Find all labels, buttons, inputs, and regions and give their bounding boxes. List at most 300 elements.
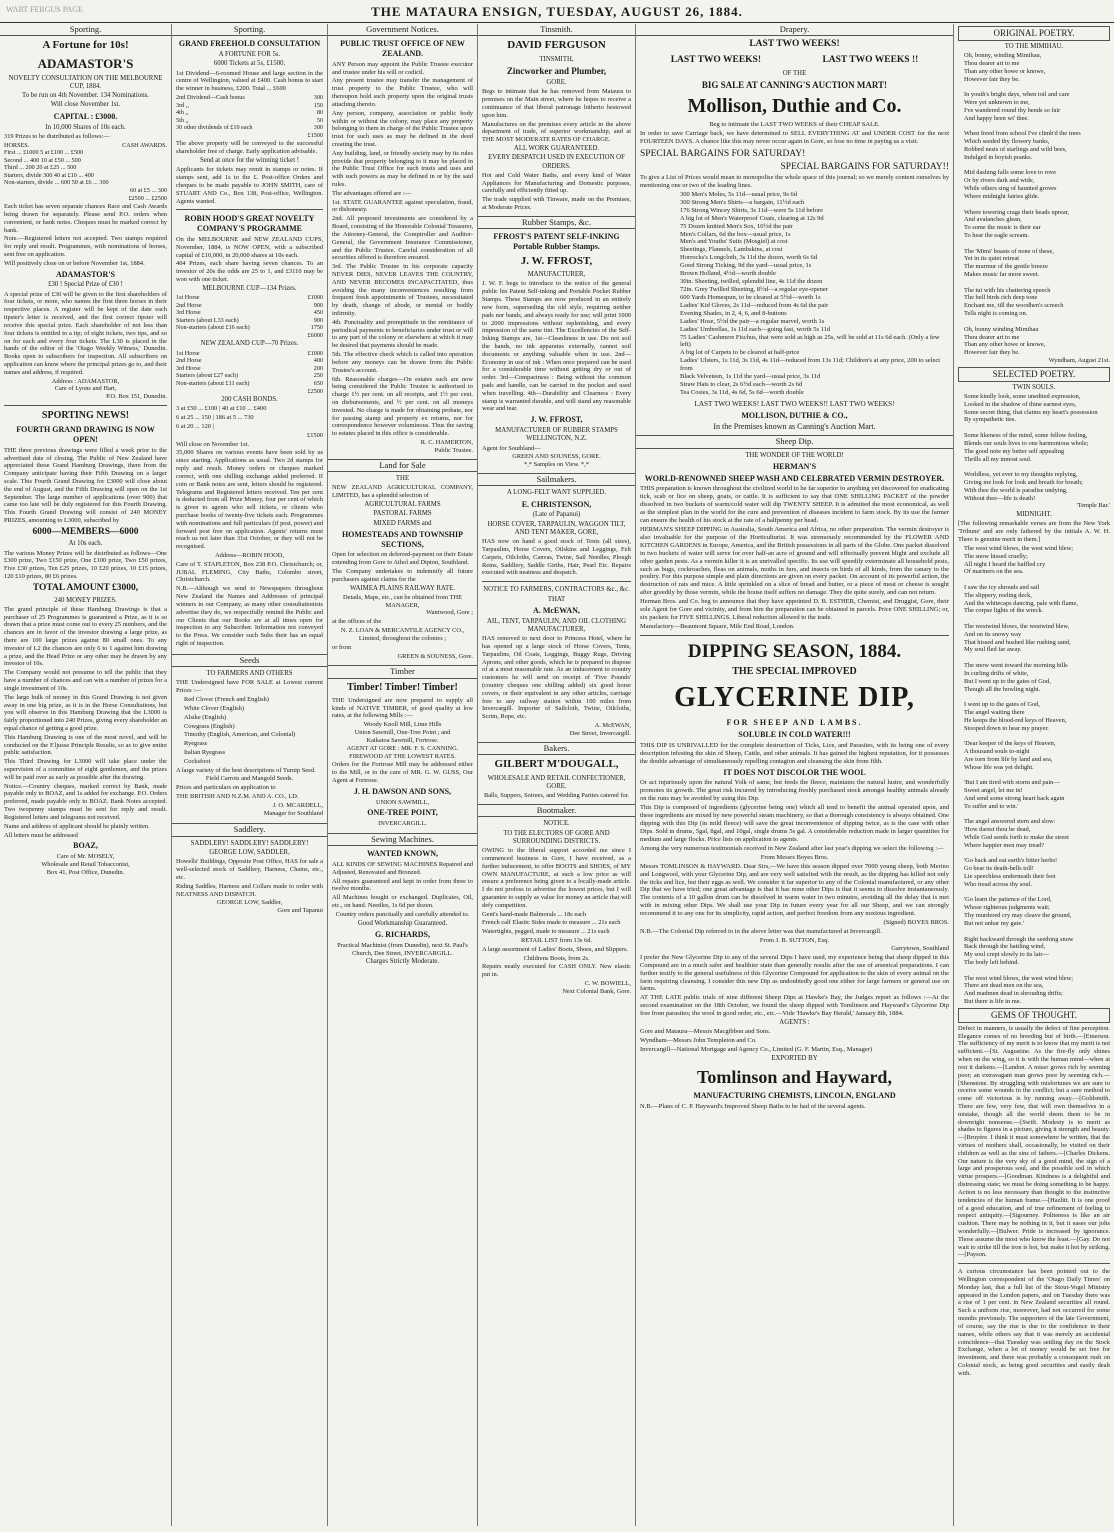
list-item: Union Sawmill, One-Tree Point ; and: [354, 729, 451, 737]
ad-text: ALL WORK GUARANTEED.: [513, 144, 600, 152]
ad-text: WAIMEA PLAINS RAILWAY RATE.: [349, 584, 456, 592]
sale-item: Black Velveteen, 1s 11d the yard—usual price, 3s 11d: [680, 373, 821, 381]
table-cell: 300: [313, 124, 323, 132]
ad-text: In order to save Carriage back, we have determined to SELL EVERYTHING AT and UNDER COST for the next FOURTEEN DAYS. A chance like this may never occur again in Gore, so lose no time in paying us a visit.: [640, 130, 949, 145]
ad-signature: MOLLISON, DUTHIE & CO.,: [741, 410, 848, 420]
ad-name: A. McEWAN,: [533, 605, 580, 615]
ad-signature: J. O. MCARDELL,: [272, 801, 323, 809]
ad-text: or from: [332, 643, 352, 651]
ad-special-prize: £30 ! Special Prize of £30 !: [48, 281, 123, 289]
poem-line: There are dead men on the sea,: [964, 982, 1044, 990]
sale-item: 176 Strong Wincey Shirts, 3s 11d—were 5s 11d before: [680, 206, 824, 214]
ad-signature: J. H. DAWSON AND SONS,: [353, 786, 452, 796]
list-item: Ryegrass: [184, 740, 208, 748]
ad-headline: PUBLIC TRUST OFFICE OF NEW ZEALAND.: [340, 39, 465, 59]
table-cell: 4th ,,: [176, 109, 189, 117]
ad-text: 1st Dividend—6-roomed House and large section in the centre of Wellington, valued at £400. Cash bonus to start the winner in business, £200. Total ... £600: [176, 69, 323, 93]
poem-line: He keeps the blood-red keys of Heaven,: [964, 716, 1067, 724]
ad-headline-row: [640, 53, 949, 69]
section-heading: Government Notices.: [328, 24, 477, 36]
bond-line: 6 at 20 ... 120 |: [176, 423, 214, 431]
poem-line: However fair they be.: [964, 75, 1020, 83]
ad-line: MIXED FARMS and: [373, 519, 432, 527]
ad-address: Box 41, Post Office, Dunedin.: [46, 868, 125, 876]
poem-line: 'Go learn the patience of the Lord,: [964, 896, 1052, 904]
table-cell: £6000: [307, 331, 323, 339]
ad-text: Notice.—Country cheques, marked correct by Bank, made payable only to BOAZ, and 1s added for exchange. P.O. Orders preferred, made payable only to BOAZ. Bank Notes accepted. Two twopenny stamps must be sent for reply and result. Registered letters and telegrams not received.: [4, 782, 167, 821]
poem-line: Some likeness of the mind, some fellow feeling,: [964, 432, 1088, 440]
poem-line: The west wind blows, the west wind blew;: [964, 544, 1073, 552]
ad-text: AIL, TENT, TARPAULIN, AND OIL CLOTHING MANUFACTURER,: [486, 617, 627, 633]
poem-line: Thrills all my inmost soul.: [964, 455, 1032, 463]
poem-line: [964, 850, 1110, 858]
sale-item: Evening Shades, in 2, 4, 6, and 8-buttons: [680, 309, 787, 317]
ad-text: HAS now on hand a good stock of Tents (all sizes), Tarpaulins, Horse Covers, Oilskins and Leggings, Felt Carpets, Oilcloths, Canvas, Twine, Sail Needles, Plough Reins, Saddlery, Saddle Girths, Hair, Pearl Etc. Repairs executed with neatness and despatch.: [482, 538, 631, 577]
poem-line: Some secret thing, that claims my heart's possession: [964, 408, 1098, 416]
ad-address: Wholesale and Retail Tobacconist,: [41, 860, 130, 868]
section-heading: Sheep Dip.: [636, 435, 953, 448]
ad-headline: LAST TWO WEEKS! LAST TWO WEEKS!! LAST TWO WEEKS!: [694, 399, 895, 408]
ad-text: 5th. The effective check which is called into operation before any moneys can be drawn from the Public Trustee's account.: [332, 351, 473, 374]
news-note: A curious circumstance has been pointed out to the Wellington correspondent of the 'Otago Daily Times' on Monday last, that a full list of the Stout-Vogel Ministry appeared in the London papers, and on Tuesday there was a rise of 1 per cent. in New Zealand securities all round. Such a uniform rise, moreover, had not occurred for some months previously. The supporters of the late Government, of course, say the rise is due to the confidence in their names, while others say that it was merely an accidental coincidence—that Tuesday was settling day on the Stock Exchange, when a lot of money would be set free for investment, and there was probably a consequent rush on Colonial stock, as being good securities and easily dealt with.: [958, 1268, 1110, 1377]
table-cell: Non-starters (about £16 each): [176, 324, 250, 332]
list-item: Cowgrass (English): [184, 722, 235, 730]
ad-text: Repairs neatly executed for CASH ONLY. New elastic put in.: [482, 963, 631, 979]
poem-line: All night I heard the baffled cry: [964, 560, 1046, 568]
prize-table: [4, 142, 167, 203]
ad-signature: Next Colonial Bank, Gore.: [562, 987, 631, 995]
ad-text: N.B.—The Colonial Dip referred to in the above letter was that manufactured at Invercargill.: [640, 928, 882, 936]
poem-line: The snow went toward the morning hills: [964, 662, 1068, 670]
table-cell: Third ... 200 20 at £25 ... 500: [4, 164, 77, 172]
ad-signature: GEORGE LOW, Saddler,: [216, 899, 283, 907]
ad-text: This Dip is composed of ingredients (glycerine being one) which all tend to benefit the animal operated upon, and these ingredients are mixed by new powerful steam machinery, so that a thorough consistency is always obtained. One dipping with this Dip (in mild fleece) will save the great inconvenience of dipping twice, as is the case with other Dips. Sold in drums, 5gal, 8gal, and 10gal, single drums 5s gal. A considerable reduction made in larger quantities for medium and large flocks. Price lists on application to agents.: [640, 804, 949, 843]
ad-name: DAVID FERGUSON: [507, 39, 606, 52]
table-cell: 1st Horse: [176, 349, 200, 357]
poem-line: Blends our souls lives to one harmonious whole;: [964, 439, 1089, 447]
ad-text: The various Money Prizes will be distributed as follows—One £300 prize, Two £150 prize, One £100 prize, Two £50 prizes, Five £30 prizes, Ten £25 prizes, 10 £20 prizes, 10 £15 prizes, 120 £10 prizes, 80 £6 prizes.: [4, 549, 167, 581]
ad-text: WHOLESALE AND RETAIL CONFECTIONER, GORE.: [487, 774, 626, 790]
ad-text: A large variety of the best descriptions of Turnip Seed.: [176, 766, 316, 774]
ad-subheading: MELBOURNE CUP—134 Prizes.: [202, 284, 297, 292]
poem-line: Giving me look for look and breath for breath;: [964, 478, 1083, 486]
ad-subheading: TO THE ELECTORS OF GORE AND SURROUNDING DISTRICTS.: [503, 829, 610, 845]
ad-text: Any person, company, association or public body within or without the colony, may place any property belonging to them in charge of the Public Trustee upon trust for such uses as may be defined in the deed creating the trust.: [332, 109, 473, 148]
ad-text: Country orders punctually and carefully attended to.: [335, 910, 470, 918]
poem-line: The 'Mimi' boasts of none of these,: [964, 247, 1054, 255]
ad-signature: R. C. HAMERTON,: [420, 439, 473, 447]
ad-text: Any building, land, or friendly society may by its rules provide that property belonging to it may be placed in the Public Trust Office for such trusts and uses and with such powers as may be defined in or by the said rules.: [332, 149, 473, 189]
poem-line: [964, 201, 1110, 209]
poem-signature: 'Temple Bar.': [1076, 502, 1110, 510]
ad-subheading: A FORTUNE FOR 5s.: [218, 51, 281, 59]
poem-line: The angel answered stern and slow:: [964, 818, 1056, 826]
table-cell: 2nd Dividend—Cash bonus: [176, 94, 245, 102]
ad-text: TINSMITH,: [539, 55, 574, 63]
ad-name: GLYCERINE DIP,: [674, 682, 915, 714]
poem-line: I went up to the gates of God,: [964, 701, 1040, 709]
ad-text: *,* Samples on View. *,*: [524, 461, 589, 469]
ad-text: 6th. Reasonable charges—On estates such are now being considered the Public Trustee is authorised to charge 1½ per cent. on all receipts, and 1½ per cent. on disbursements, and ½ per cent. on all moneys invested. No charge is made for obtaining probate, nor for passing stamp and property ex returns, nor for correspondence however voluminous. Thus the saving to estates placed in this office is considerable.: [332, 375, 473, 438]
ad-name: Mollison, Duthie and Co.: [687, 94, 902, 117]
table-cell: 3rd Horse: [176, 364, 201, 372]
poem-line: Than any other howe or knowe,: [964, 341, 1046, 349]
poem-line: I saw the icy shrouds and sail: [964, 583, 1040, 591]
poem-line: Sweet angel, let me in!: [964, 787, 1023, 795]
poem-line: Looked in the shadow of thine earnest eyes,: [964, 400, 1077, 408]
ad-subheading: MANUFACTURING CHEMISTS, LINCOLN, ENGLAND: [693, 1091, 896, 1101]
poem-line: And avalanches glean,: [964, 216, 1022, 224]
poem-line: [964, 811, 1110, 819]
column-poetry: [954, 24, 1114, 1526]
sale-item: 30in. Sheeting, twilled, splendid line, 4s 11d the dozen: [680, 278, 823, 286]
poem-line: Are torn from life by land and sea,: [964, 755, 1053, 763]
poem-line: Some kindly look, some unedited expression,: [964, 393, 1081, 400]
ad-text: THE Undersigned have FOR SALE at Lowest current Prices :—: [176, 679, 323, 695]
poem-line: The snow hissed cruelly;: [964, 552, 1028, 560]
ad-text: At 10s each.: [68, 540, 103, 548]
ad-name: ADAMASTOR'S: [56, 269, 115, 279]
poem-line: 'But I am tired with storm and pain—: [964, 779, 1060, 787]
poem-line: Whose righteous judgments wait;: [964, 904, 1050, 912]
poem-line: The corpse lights of the wreck.: [964, 607, 1044, 615]
ad-headline: WANTED KNOWN,: [366, 849, 439, 859]
ad-text: Or act injuriously upon the natural Yolk of same, but feeds the fleece, maintains the natural lustre, and wonderfully promotes its growth. The great risk incurred by introducing freshly purchased stock amongst healthy animals already on the runs may be avoided by using this Dip.: [640, 779, 949, 803]
table-cell: 1st Horse: [176, 294, 200, 302]
price-line: French calf Elastic Sides made to measure ... 21s each: [482, 919, 621, 927]
section-heading: Tinsmith.: [478, 24, 635, 36]
ad-headline: Zincworker and Plumber,: [506, 66, 607, 77]
poem-line: And send some strong heart back again: [964, 794, 1065, 802]
ad-line: HOMESTEADS AND TOWNSHIP SECTIONS,: [341, 529, 464, 549]
poem-line: [964, 318, 1110, 326]
ad-text: THIS preparation is known throughout the civilized world to be far superior to anything yet discovered for eradicating tick, scab or lice on sheep, goats, or cattle. It is sufficient to say that ONE SHILLING PACKET of the powder dissolved in two buckets of warm/cold water will dip TWENTY SHEEP. It is admitted the most economical, as well as the simplest plan in the world for the cure and prevention of diseases incident to farm stock. By its use the farmer can ensure the health of his stock at the rate of a halfpenny per head.: [640, 485, 949, 524]
table-cell: £1000: [307, 294, 323, 302]
poem-line: 'How darest thou be dead,: [964, 826, 1031, 834]
ad-text: Manufactures on the premises every article in the above department of trade, of superior workmanship, and at THE MOST MODERATE RATES OF CHARGE.: [482, 120, 631, 144]
table-cell: 900: [313, 301, 323, 309]
ad-headline: NOTICE TO FARMERS, CONTRACTORS &c., &c.: [483, 586, 630, 594]
ad-text: Will close on November 1st.: [176, 440, 250, 448]
ad-subheading: AGENTS :: [779, 1019, 810, 1027]
ad-text: Send at once for the winning ticket !: [199, 157, 300, 165]
poem-line: In curling drifts of white,: [964, 669, 1029, 677]
ad-members: 6000—MEMBERS—6000: [32, 526, 139, 537]
ad-text: OWING to the liberal support accorded me since I commenced business in Gore, I have received, as a further inducement, to offer BOOTS and SHOES, of MY OWN MANUFACTURE, at such a low price as will ensure a preference being given to a locally-made article. I do not profess to advertise the lowest prices, but I will guarantee to supply as value for money an article that will defy competition.: [482, 847, 631, 909]
table-cell: First ... £1000 5 at £100 ... £500: [4, 149, 84, 157]
ad-signature: UNION SAWMILL,: [375, 798, 430, 806]
ad-text: Balls, Suppers, Soirees, and Wedding Parties catered for.: [483, 792, 630, 800]
dividend-table: [176, 94, 323, 139]
table-cell: HORSES.: [4, 141, 30, 149]
table-cell: £1000: [307, 349, 323, 357]
list-item: Kaikatoa Sawmill, Fortrose.: [366, 736, 439, 744]
ad-text: All letters must be addressed: [4, 831, 78, 839]
ad-headline: LAST TWO WEEKS !!: [822, 54, 919, 65]
poem-line: [964, 967, 1110, 975]
poem-body: [964, 545, 1110, 1006]
ad-address: Practical Machinist (from Dunedin), next St. Paul's Church, Dee Street, INVERCARGILL.: [337, 941, 468, 957]
section-heading: Sporting.: [0, 24, 171, 36]
poem-line: [964, 84, 1110, 92]
ad-headline: SPECIAL BARGAINS FOR SATURDAY!!: [780, 161, 949, 172]
poem-line: Oh, bonny winding Mimihau: [964, 325, 1039, 333]
ad-text: (Late of Papanui): [532, 511, 581, 519]
section-heading: GEMS OF THOUGHT.: [958, 1008, 1110, 1023]
ad-text: Agent for Southland—: [482, 444, 541, 452]
ad-text: The Company would not presume to tell the public that they have a number of chances and can win a number of prizes for a single investment of 10s.: [4, 669, 167, 692]
ad-text: Manufactory—Beaumont Square, Mile End Road, London.: [640, 622, 795, 630]
agent-line: Invercargill—National Mortgage and Agency Co., Limited (G. F. Martin, Esq., Manager): [640, 1046, 873, 1054]
sale-item: Men's and Youths' Suits (Mosgiel) at cost: [680, 238, 788, 246]
ad-address: Address : ADAMASTOR,: [51, 377, 120, 385]
column-sporting-2: [172, 24, 328, 1526]
ad-text: J. W. F. begs to introduce to the notice of the general public his Patent Self-inking and Portable Pocket Rubber Stamps. These Stamps are now produced in an entirely new form, superseding the old style, requiring neither pads nor bands, and always ready for use; will print 1000 to 2000 impressions without replenishing, and every impression of the same tint. The Excellencies of the Self-Inking Stamps are, 1st—Cleanliness in use. Do not soil the hands, no ink apparatus externally, cannot soil documents or anything valuable when in use. 2nd—Economy in use of ink : When once prepared can be used for a considerable time without getting dry or out of order. 3rd—Compactness : Being without the common pads and handle, can be carried in the pocket and used when travelling. 4th—Durability and Clearness : Every stamp is warranted durable, and will stand any reasonable wear and tear.: [482, 280, 631, 413]
ad-subheading: SOLUBLE IN COLD WATER!!!: [738, 730, 851, 740]
ad-address: P.O. Box 151, Dunedin.: [106, 393, 167, 401]
ad-name: E. CHRISTENSON,: [521, 499, 592, 509]
poem-line: Of mariners on the sea.: [964, 568, 1024, 576]
ad-text: This Third Drawing for L3000 will take place under the supervision of a committee of eight gentlemen, and the prizes will be paid over as early as possible after the drawing.: [4, 758, 167, 781]
poem-line: To suffer and to win.': [964, 802, 1019, 810]
ad-text: The trade supplied with Tinware, made on the Premises, at Moderate Prices.: [482, 196, 631, 212]
ad-subheading: IT DOES NOT DISCOLOR THE WOOL: [723, 767, 866, 777]
ad-text: N.B.—Plans of C. P. Hayward's Improved Sheep Baths to be had of the several agents.: [640, 1103, 866, 1111]
poem-line: But I went up to the gates of God,: [964, 677, 1051, 685]
ad-text: AGENT AT GORE : MR. F. S. CANNING.: [346, 744, 459, 752]
poem-line: To hear the eagle scream.: [964, 231, 1030, 239]
ad-headline: BIG SALE AT CANNING'S AUCTION MART!: [701, 79, 888, 90]
ad-headline: GRAND FREEHOLD CONSULTATION: [178, 39, 321, 49]
ad-headline: TO FARMERS AND OTHERS: [206, 670, 293, 678]
ad-text: Details, Maps, etc., can be obtained from THE MANAGER,: [343, 593, 462, 609]
section-heading: Land for Sale: [328, 459, 477, 472]
table-cell: £1500: [307, 131, 323, 139]
ad-text: 6000 Tickets at 5s, £1500.: [213, 60, 286, 68]
ad-text: A large assortment of Ladies' Boots, Shoes, and Slippers.: [482, 945, 629, 953]
table-cell: 400: [313, 357, 323, 365]
divider: [958, 1263, 1110, 1264]
poem-line: Than any other howe or knowe,: [964, 67, 1046, 75]
table-cell: Second ... 400 10 at £50 ... 500: [4, 156, 81, 164]
ad-text: EVERY DESPATCH USED IN EXECUTION OF ORDERS.: [488, 154, 625, 170]
table-cell: 450: [313, 309, 323, 317]
poem-line: [964, 123, 1110, 131]
poem-line: Though all the howling night.: [964, 685, 1041, 693]
poem-line: Were yet unknown to me,: [964, 99, 1030, 107]
section-heading: Bakers.: [478, 742, 635, 755]
poem-line: My soul fled far away.: [964, 646, 1022, 654]
poem-line: Thou dearer art to me: [964, 60, 1020, 68]
poem-line: Stooped down to hear my prayer.: [964, 724, 1049, 732]
ad-text: All Machines bought or exchanged. Duplicates, Oil, etc., on hand. Needles, 1s 6d per dozen.: [332, 894, 473, 910]
ad-headline: WORLD-RENOWNED SHEEP WASH AND CELEBRATED VERMIN DESTROYER.: [644, 473, 945, 483]
divider: [482, 581, 631, 582]
ad-text: THIS DIP IS UNRIVALLED for the complete destruction of Ticks, Lice, and Parasites, with its being one of every description infesting the skin of Sheep, Cattle, and other animals. It has gained the highest reputation, for it possesses the double advantage of simultaneously repelling contagion and cleansing the skin from filth.: [640, 741, 949, 765]
ad-text: Orders for the Fortrose Mill may be addressed either to the Mill, or to the care of MR. G. W. GUSS, Our Agent at Fortrose.: [332, 761, 473, 784]
poem-line: Thou dearer art to me: [964, 333, 1020, 341]
divider: [4, 405, 167, 406]
ad-text: Prices and particulars on application to: [176, 784, 276, 792]
ad-text: GREEN AND SOUNESS, GORE.: [512, 453, 601, 461]
sale-item: A big lot of Carpets to be cleared at half-price: [680, 349, 800, 357]
ad-headline: SADDLERY! SADDLERY! SADDLERY!: [190, 839, 309, 847]
ad-text: In 10,000 Shares of 10s each.: [45, 123, 126, 131]
poem-line: Right backward through the seething snow: [964, 935, 1074, 943]
table-cell: 2nd Horse: [176, 357, 202, 365]
ad-text: The advantages offered are :—: [332, 189, 412, 197]
table-cell: 3rd Horse: [176, 309, 201, 317]
testimonial-heading: From Messrs Boyes Bros.: [760, 853, 829, 861]
ad-text: Field Carrots and Mangold Seeds.: [205, 775, 294, 783]
table-cell: [176, 132, 298, 140]
ad-text: Wantwood, Gore ;: [426, 609, 473, 617]
ad-name: ADAMASTOR'S: [37, 55, 134, 71]
ad-headline: NOTICE.: [543, 820, 570, 828]
poem-line: The bell birds rich deep tone: [964, 294, 1038, 302]
poem-line: [964, 889, 1110, 897]
poem-line: My soul crept slowly to its lair—: [964, 951, 1049, 959]
ad-text: 240 MONEY PRIZES.: [54, 596, 117, 604]
poem-line: Thy murdered cry may cleave the ground,: [964, 912, 1072, 920]
ad-headline: FFROST'S PATENT SELF-INKING Portable Rubber Stamps.: [493, 232, 620, 251]
poem-line: The slippery, reeling deck,: [964, 591, 1032, 599]
ad-text: 35,000 Shares on various events have been sold by us since starting. Applications as usual. Two 2d stamps for reply and result. Money orders or cheques marked correct, with one shilling exchange added preferred. If coin or Bank notes are sent, letters should be registered. Telegrams and Registered letters received. Ten per cent is deducted from all Prize Money, four per cent of which is given to agents who sell tickets, or clients who purchase books of twenty-five tickets each. Programmes with nominations and full particulars (if post, power) and forward post free on application. Agents' returns must reach us not later than 31st October, or they will not be recognised.: [176, 449, 323, 551]
ad-capital: CAPITAL : £3000.: [53, 111, 118, 121]
ad-text: Charges Strictly Moderate.: [365, 958, 440, 966]
sale-item: Tea Cosies, 3s 11d, 4s 6d, 5s 6d—worth double: [680, 388, 804, 396]
table-cell: 3rd ,,: [176, 101, 189, 109]
ad-text: Note.—Registered letters not accepted. Two stamps required for reply and result. Programmes, with nominations of horses, sent free on application.: [4, 235, 167, 258]
ad-text: Childrens Boots, from 2s.: [523, 954, 590, 962]
poem-line: [964, 240, 1110, 248]
section-heading: Sporting.: [172, 24, 327, 36]
table-cell: 30 other dividends of £10 each: [176, 124, 253, 132]
table-cell: 80: [316, 109, 323, 117]
table-cell: 2nd Horse: [176, 301, 202, 309]
list-item: White Clover (English): [184, 704, 244, 712]
ad-line: AGRICULTURAL FARMS: [364, 500, 441, 508]
bond-line: 3 at £50 ... £100 | 40 at £10 ... £400: [176, 405, 267, 413]
section-heading: Rubber Stamps, &c.: [478, 216, 635, 229]
ad-text: EXPORTED BY: [771, 1055, 818, 1063]
poem-line: And happy been wi' thee.: [964, 114, 1029, 122]
ad-text: 1st. STATE GUARANTEE against speculation, fraud, or dishonesty.: [332, 198, 473, 214]
ad-text: THE three previous drawings were filled a week prior to the advertised date of closing. The Public of New Zealand have appreciated these Grand Hamburg Drawings, there from the Company anticipate having their Fifth Drawing on a larger scale. This Fourth Grand Drawing for £3000 will close about the end of August, and the Fifth Drawing will open on the 1st September. The large number of applications (over 900) that came too late will be duly registered for this Fourth Drawing. This Fourth Grand Drawing will consist of 240 MONEY PRIZES, amounting to L3000, subscribed by: [4, 446, 167, 524]
ad-name: GEORGE LOW, SADDLER,: [209, 849, 290, 857]
poem-line: But not unbar my gate.': [964, 919, 1024, 927]
sale-item: 300 Strong Men's Shirts—a bargain, 11½d each: [680, 198, 805, 206]
ad-name: Tomlinson and Hayward,: [697, 1066, 892, 1087]
poem-line: [964, 279, 1110, 287]
ad-subheading: 200 CASH BONDS.: [221, 396, 278, 404]
column-trades: [478, 24, 636, 1526]
sale-item: 75 Dozen knitted Men's Sox, 10½d the pair: [680, 222, 793, 230]
ad-signature: Manager for Southland: [263, 809, 323, 817]
poem-line: In youth's bright days, when toil and care: [964, 91, 1070, 99]
ad-text: FIREWOOD AT THE LOWEST RATES.: [349, 752, 456, 760]
list-item: Timothy (English, American, and Colonial): [184, 731, 296, 739]
poem-body: [964, 52, 1110, 357]
poem-line: [964, 928, 1110, 936]
table-cell: Starters (about £27 each): [176, 372, 239, 380]
ad-headline: THE WONDER OF THE WORLD!: [745, 451, 844, 459]
ad-text: Howells' Buildings, Opposite Post Office, HAS for sale a well-selected stock of Saddlery, Harness, Chains, etc., etc.: [176, 858, 323, 881]
table-cell: 250: [313, 372, 323, 380]
poem-line: A thousand souls to-night: [964, 748, 1030, 756]
ad-subheading: FOR SHEEP AND LAMBS.: [726, 718, 863, 728]
ad-address: Care of Lyons and Hart,: [54, 385, 117, 393]
ad-headline: Timber! Timber! Timber!: [347, 681, 458, 693]
ad-text: Hot and Cold Water Baths, and every kind of Water Appliances for Manufacturing and Domestic purposes, carefully and efficiently fitted up.: [482, 171, 631, 195]
ad-address: Care of T. STAPLETON, Box 238 P.O. Christchurch; or, JUBAL FLEMING, City Baths, Colombo street, Christchurch.: [176, 560, 323, 584]
poem-line: The body left behind.: [964, 958, 1020, 966]
ad-subheading: THE SPECIAL IMPROVED: [732, 666, 857, 678]
masthead-faint-text: WART FERGUS PAGE: [6, 5, 83, 14]
poem-line: 'Go back and eat earth's bitter herbs!: [964, 857, 1058, 865]
ad-headline: SPORTING NEWS!: [41, 410, 130, 421]
section-heading: Timber: [328, 665, 477, 678]
ad-signature: INVERCARGILL.: [378, 820, 427, 828]
ad-text: ALL KINDS OF SEWING MACHINES Repaired and Adjusted, Renovated and Bronzed.: [332, 861, 473, 876]
ad-text: To be run on 4th November. 134 Nominations.: [22, 92, 149, 100]
list-item: Italian Ryegrass: [184, 748, 226, 756]
ad-text: MANUFACTURER OF RUBBER STAMPS WELLINGTON, N.Z.: [495, 427, 618, 443]
poem-title: TWIN SOULS.: [1012, 383, 1056, 391]
ad-subheading: NEW ZEALAND CUP—70 Prizes.: [200, 340, 299, 348]
ad-text: 2nd. All proposed investments are considered by a Board, consisting of the Honorable Colonial Treasurer, the Attorney-General, the Comptroller and Auditor-General, the Government Insurance Commissioner, and the Public Trustee. Careful consideration of all securities offered is therefore ensured.: [332, 215, 473, 262]
poem-line: Where towering crags their heads uprear,: [964, 208, 1070, 216]
table-cell: 300: [313, 94, 323, 102]
ad-text: The above property will be conveyed to the successful shareholder free of charge. Early application advisable.: [176, 140, 323, 156]
table-cell: Non-starters (about £11 each): [176, 380, 250, 388]
sale-item: Horrocks's Longcloth, 3s 11d the dozen, worth 6s 6d: [680, 254, 818, 262]
section-heading: Sailmakers.: [478, 473, 635, 486]
ad-text: Each ticket has seven separate chances Race and Cash Awards being drawn for separately. Please send P.O. orders when convenient, or bank notes. Cheques must be marked correct by bank.: [4, 203, 167, 234]
poem-line: 'Dear keeper of the keys of Heaven,: [964, 740, 1056, 748]
poem-line: Yet in its quiet retreat: [964, 255, 1020, 263]
sale-item: 600 Yards Homespun, to be cleared at 5½d—worth 1s: [680, 293, 821, 301]
ad-text: Applicants for tickets may remit in stamps or notes. If stamps sent, add 1s to the £. Post-office Orders and cheques to be made payable to JOHN SMITH, care of STUART AND Co., Box 138, Post-office, Wellington. Agents wanted.: [176, 166, 323, 205]
ad-address: Address—ROBIN HOOD,: [215, 552, 284, 560]
section-heading: SELECTED POETRY.: [958, 367, 1110, 382]
ad-text: 3rd. The Public Trustee in his corporate capacity NEVER DIES, NEVER LEAVES THE COUNTRY, AND NEVER BECOMES INCAPACITATED, thus avoiding the many inconveniences resulting from frequent fresh appointments of Trustees, necessitated by death, change of abode, or mental or bodily infirmity.: [332, 263, 473, 318]
ad-text: THE: [395, 475, 410, 483]
sale-item: Ladies' Umbrellas, 1s 11d each—going fast, worth 5s 11d: [680, 325, 831, 333]
ad-headline: SPECIAL BARGAINS FOR SATURDAY!: [640, 148, 806, 159]
section-heading: Drapery.: [636, 24, 953, 36]
poem-line: The tui with his chattering speech: [964, 286, 1051, 294]
ad-text: THE BRITISH AND N.Z.M. AND A. CO., LD.: [176, 793, 299, 800]
ad-text: The large bulk of money in this Grand Drawing is not given away in one big prize, as it is in the Horse Consultations, but you will observe in this Hamburg Drawing that the L3000 is fairly proportioned into 240 Prizes, giving every shareholder an equal chance of getting a good prize.: [4, 693, 167, 732]
section-heading: Saddlery.: [172, 823, 327, 836]
poem-line: While others sing of haunted groves: [964, 185, 1057, 193]
ad-signature: A. McEWAN,: [594, 722, 631, 730]
ad-text: Open for selection on deferred-payment on their Estate extending from Gore to Athol and Dipton, Southland.: [332, 551, 473, 567]
ad-text: Riding Saddles, Harness and Collars made to order with NEATNESS AND DISPATCH.: [176, 882, 323, 898]
ad-address: Care of Mr. MOSELY,: [56, 853, 115, 861]
table-cell: Starters, divide 300 40 at £10 ... 400: [4, 171, 94, 179]
agent-line: Gore and Mataura—Messrs Macgibbon and Sons.: [640, 1028, 771, 1036]
ad-text: HAS removed to next door to Princess Hotel, where he has opened up a large stock of Horse Covers, Tents, Tarpaulins, Oil Coats, Leggings, Buggy Rugs, Driving Aprons, and other goods, which he is prepared to dispose of at a most reasonable rate. As an inducement to country customers he will send on receipt of 'Five Pounds' (country cheques one shilling added) six good horse covers, or their equivalent in any other articles, carriage free to any railway station within 100 miles from Invercargill. Importer of Sailcloth, Twine, Oilcloths, Scrim, Rope, etc.: [482, 635, 631, 721]
poem-line: [964, 771, 1110, 779]
ad-name: J. W. FFROST,: [520, 254, 593, 267]
poem-line: [964, 424, 1110, 432]
sale-item: Sheetings, Flannels, Lambskins, at cost: [680, 246, 783, 254]
poem-line: Indulged in boyish pranks.: [964, 153, 1033, 161]
list-item: Alsike (English): [184, 713, 227, 721]
ad-headline: DIPPING SEASON, 1884.: [687, 640, 902, 662]
